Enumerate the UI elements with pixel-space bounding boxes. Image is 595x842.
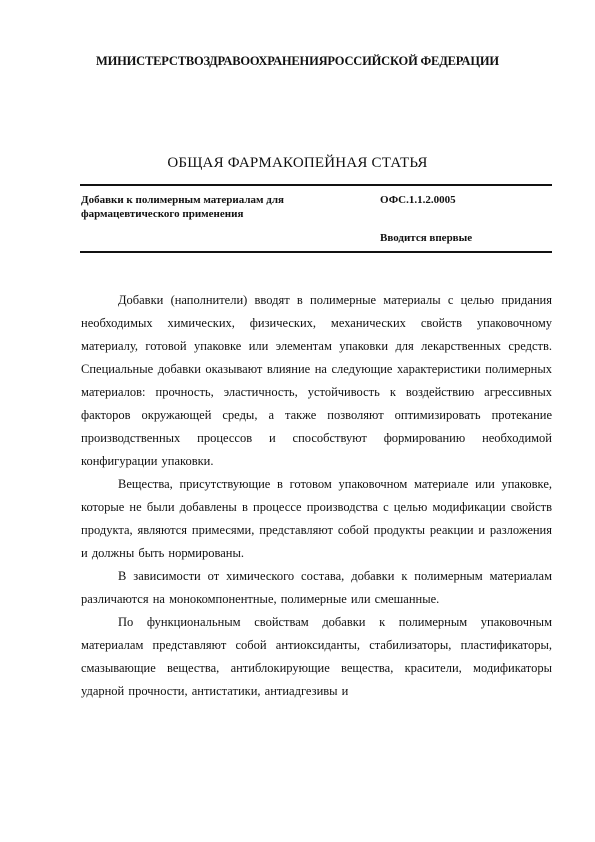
article-status: Вводится впервые <box>380 232 473 244</box>
body-paragraph: Вещества, присутствующие в готовом упаковочном материале или упаковке, которые не были добавлены в процессе производства с целью модификации свойств продукта, являются примесями, представляют собой продукты реакции и разложения и должны быть нормированы. <box>81 477 552 560</box>
body-paragraph: По функциональным свойствам добавки к полимерным упаковочным материалам представляют собой антиоксиданты, стабилизаторы, пластификаторы, смазывающие вещества, антиблокирующие вещества, красители, модификаторы ударной прочности, антистатики, антиадгезивы и <box>81 615 552 698</box>
article-body <box>81 289 552 703</box>
top-divider <box>80 184 552 186</box>
body-paragraph: В зависимости от химического состава, добавки к полимерным материалам различаются на монокомпонентные, полимерные или смешанные. <box>81 569 552 606</box>
body-paragraph: Добавки (наполнители) вводят в полимерные материалы с целью придания необходимых химических, физических, механических свойств упаковочному материалу, готовой упаковке или элементам упаковки для лекарственных средств. Специальные добавки оказывают влияние на следующие характеристики полимерных материалов: прочность, эластичность, устойчивость к воздействию агрессивных факторов окружающей среды, а также позволяют оптимизировать протекание производственных процессов и способствуют формированию необходимой конфигурации упаковки. <box>81 293 552 468</box>
article-name: Добавки к полимерным материалам для фармацевтического применения <box>81 194 284 220</box>
ministry-header: МИНИСТЕРСТВОЗДРАВООХРАНЕНИЯРОССИЙСКОЙ ФЕДЕРАЦИИ <box>96 54 499 68</box>
article-code: ОФС.1.1.2.0005 <box>380 194 456 206</box>
document-title: ОБЩАЯ ФАРМАКОПЕЙНАЯ СТАТЬЯ <box>167 155 428 171</box>
bottom-divider <box>80 251 552 253</box>
